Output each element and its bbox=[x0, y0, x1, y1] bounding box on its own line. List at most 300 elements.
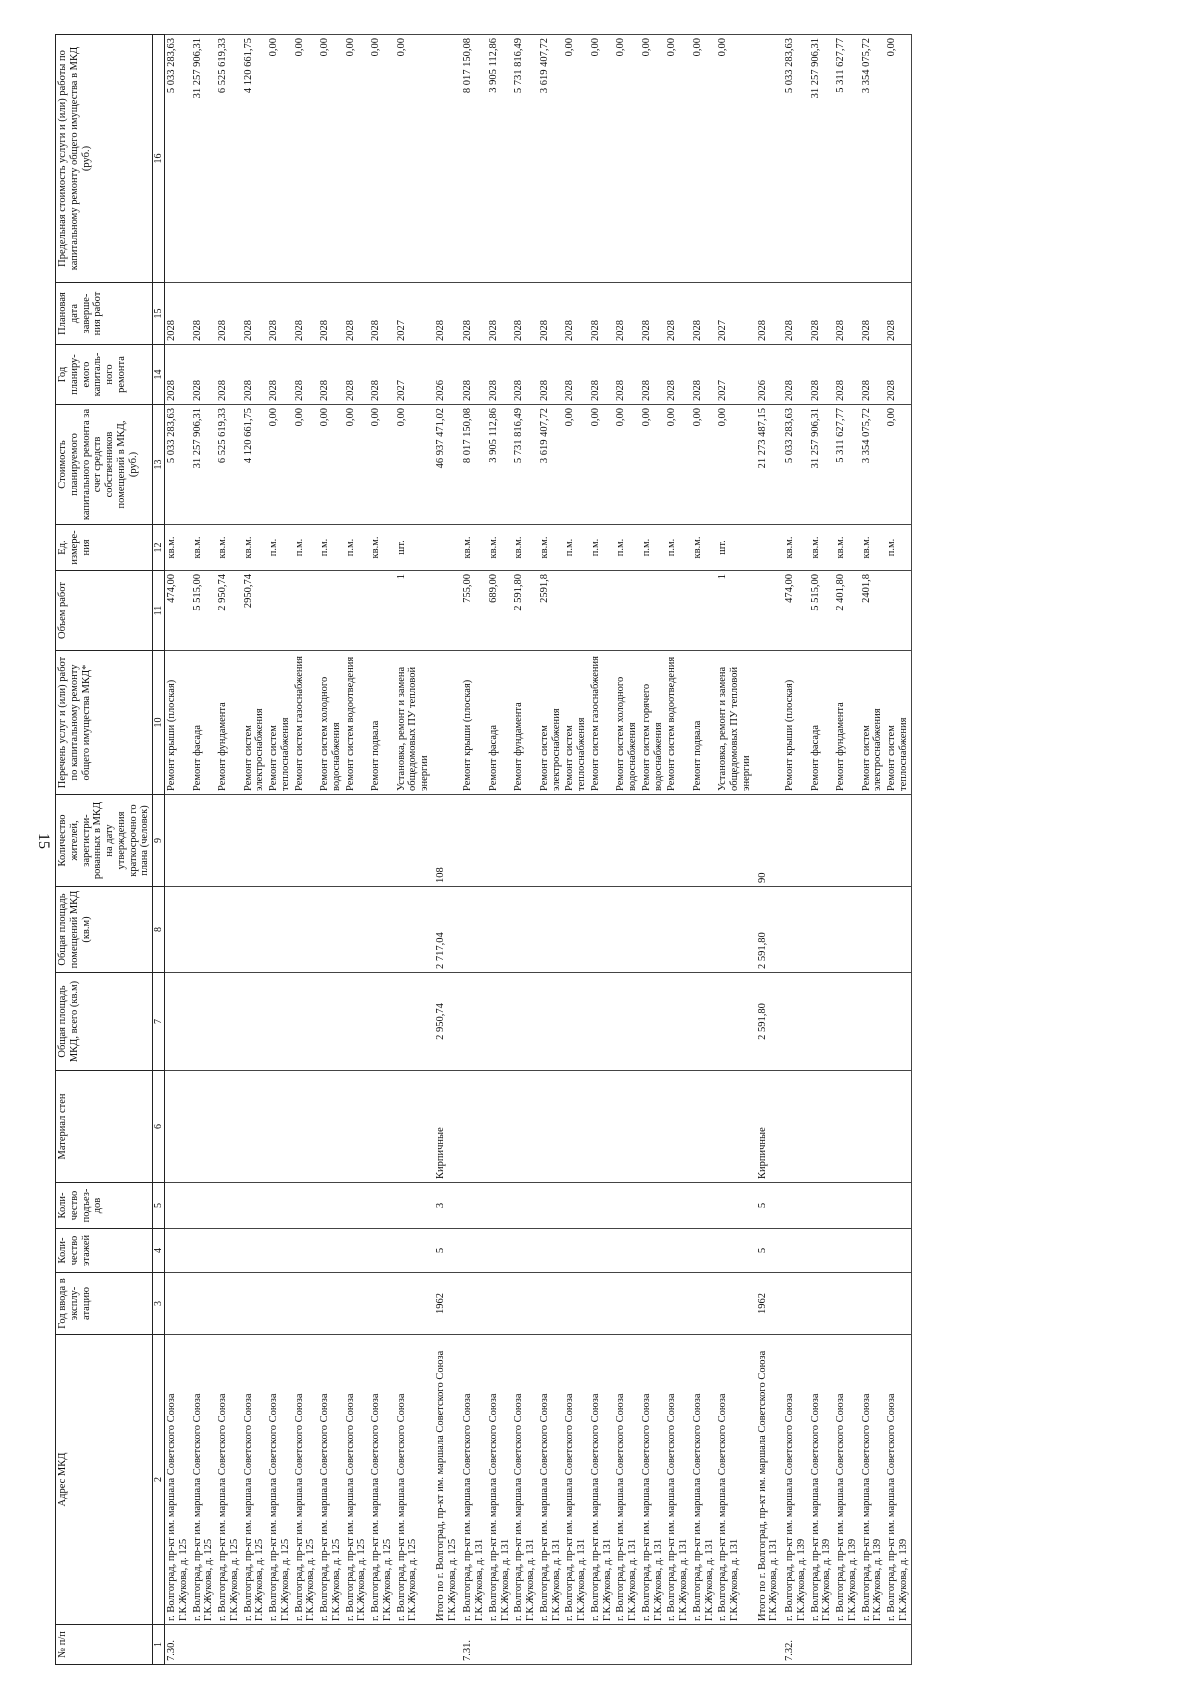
cell-n bbox=[216, 1625, 242, 1665]
cell-addr: г. Волгоград, пр-кт им. маршала Советского Союза Г.К.Жукова, д. 125 bbox=[216, 1335, 242, 1625]
cell-end: 2028 bbox=[538, 283, 564, 345]
cell-cost: 0,00 bbox=[665, 405, 691, 525]
cell-empty bbox=[432, 525, 462, 571]
cell-year: 2028 bbox=[242, 345, 268, 405]
cell-empty bbox=[589, 887, 615, 973]
cell-empty bbox=[885, 1071, 911, 1183]
cell-empty bbox=[191, 887, 217, 973]
cell-cost: 31 257 906,31 bbox=[191, 405, 217, 525]
cell-n bbox=[369, 1625, 395, 1665]
cell-empty bbox=[640, 795, 666, 887]
cell-cost: 3 619 407,72 bbox=[538, 405, 564, 525]
cell-people: 90 bbox=[754, 795, 784, 887]
cell-cost: 5 311 627,77 bbox=[834, 405, 860, 525]
header-cell: Стоимость планируемого капитального ремонта за счет средств собственников помещений в МКД, (руб.) bbox=[56, 405, 153, 525]
cell-unit: кв.м. bbox=[783, 525, 809, 571]
cell-empty bbox=[716, 1229, 753, 1273]
cell-empty bbox=[512, 973, 538, 1071]
cell-limit: 4 120 661,75 bbox=[242, 35, 268, 283]
cell-empty bbox=[165, 1071, 191, 1183]
cell-cost: 0,00 bbox=[691, 405, 717, 525]
column-number: 9 bbox=[153, 795, 165, 887]
table-row bbox=[191, 35, 217, 1665]
cell-empty bbox=[216, 973, 242, 1071]
column-number: 3 bbox=[153, 1273, 165, 1335]
table-row bbox=[691, 35, 717, 1665]
cell-empty bbox=[783, 1183, 809, 1229]
cell-empty bbox=[860, 887, 886, 973]
cell-unit: шт. bbox=[716, 525, 753, 571]
cell-limit: 0,00 bbox=[691, 35, 717, 283]
cell-limit: 6 525 619,33 bbox=[216, 35, 242, 283]
cell-empty bbox=[318, 1071, 344, 1183]
cell-empty bbox=[395, 1229, 432, 1273]
cell-empty bbox=[461, 1071, 487, 1183]
cell-empty bbox=[640, 1071, 666, 1183]
cell-unit: п.м. bbox=[293, 525, 319, 571]
cell-empty bbox=[242, 795, 268, 887]
cell-empty bbox=[716, 1273, 753, 1335]
cell-empty bbox=[165, 795, 191, 887]
cell-empty bbox=[691, 1071, 717, 1183]
cell-end: 2028 bbox=[432, 283, 462, 345]
column-number-row bbox=[153, 35, 165, 1665]
cell-empty bbox=[885, 973, 911, 1071]
cell-addr: Итого по г. Волгоград, пр-кт им. маршала Советского Союза Г.К.Жукова, д. 125 bbox=[432, 1335, 462, 1625]
cell-walls: Кирпичные bbox=[432, 1071, 462, 1183]
cell-limit: 0,00 bbox=[293, 35, 319, 283]
cell-limit: 0,00 bbox=[589, 35, 615, 283]
cell-empty bbox=[640, 973, 666, 1071]
cell-empty bbox=[344, 887, 370, 973]
cell-n bbox=[512, 1625, 538, 1665]
cell-year: 2028 bbox=[344, 345, 370, 405]
cell-empty bbox=[242, 973, 268, 1071]
cell-empty bbox=[834, 1229, 860, 1273]
table-row bbox=[165, 35, 191, 1665]
cell-addr: Итого по г. Волгоград, пр-кт им. маршала Советского Союза Г.К.Жукова, д. 131 bbox=[754, 1335, 784, 1625]
cell-work: Ремонт крыши (плоская) bbox=[783, 651, 809, 795]
cell-end: 2028 bbox=[640, 283, 666, 345]
cell-end: 2028 bbox=[665, 283, 691, 345]
cell-addr: г. Волгоград, пр-кт им. маршала Советского Союза Г.К.Жукова, д. 131 bbox=[665, 1335, 691, 1625]
cell-n bbox=[293, 1625, 319, 1665]
cell-empty bbox=[563, 973, 589, 1071]
column-number: 2 bbox=[153, 1335, 165, 1625]
column-number: 8 bbox=[153, 887, 165, 973]
cell-empty bbox=[860, 973, 886, 1071]
cell-empty bbox=[809, 1273, 835, 1335]
cell-end: 2028 bbox=[860, 283, 886, 345]
cell-work: Ремонт крыши (плоская) bbox=[165, 651, 191, 795]
cell-addr: г. Волгоград, пр-кт им. маршала Советского Союза Г.К.Жукова, д. 125 bbox=[318, 1335, 344, 1625]
cell-n bbox=[191, 1625, 217, 1665]
cell-addr: г. Волгоград, пр-кт им. маршала Советского Союза Г.К.Жукова, д. 139 bbox=[834, 1335, 860, 1625]
cell-empty bbox=[809, 973, 835, 1071]
cell-empty bbox=[614, 1183, 640, 1229]
cell-empty bbox=[267, 1229, 293, 1273]
cell-work: Ремонт систем водоотведения bbox=[665, 651, 691, 795]
cell-empty bbox=[267, 795, 293, 887]
cell-empty bbox=[614, 1273, 640, 1335]
cell-empty bbox=[885, 1183, 911, 1229]
cell-addr: г. Волгоград, пр-кт им. маршала Советского Союза Г.К.Жукова, д. 125 bbox=[395, 1335, 432, 1625]
cell-work: Ремонт систем газоснабжения bbox=[293, 651, 319, 795]
cell-addr: г. Волгоград, пр-кт им. маршала Советского Союза Г.К.Жукова, д. 131 bbox=[589, 1335, 615, 1625]
cell-end: 2028 bbox=[293, 283, 319, 345]
column-number: 12 bbox=[153, 525, 165, 571]
cell-vol bbox=[267, 571, 293, 651]
cell-work: Ремонт подвала bbox=[369, 651, 395, 795]
cell-empty bbox=[809, 1229, 835, 1273]
cell-unit: п.м. bbox=[267, 525, 293, 571]
cell-empty bbox=[512, 887, 538, 973]
cell-unit: кв.м. bbox=[191, 525, 217, 571]
cell-empty bbox=[318, 887, 344, 973]
cell-work: Ремонт систем теплоснабжения bbox=[267, 651, 293, 795]
cell-empty bbox=[783, 973, 809, 1071]
cell-empty bbox=[716, 973, 753, 1071]
cell-end: 2028 bbox=[754, 283, 784, 345]
cell-empty bbox=[538, 1071, 564, 1183]
cell-built: 1962 bbox=[432, 1273, 462, 1335]
cell-n bbox=[691, 1625, 717, 1665]
cell-empty bbox=[589, 795, 615, 887]
cell-year: 2028 bbox=[563, 345, 589, 405]
cell-empty bbox=[344, 1183, 370, 1229]
cell-vol: 2 401,80 bbox=[834, 571, 860, 651]
cell-unit: п.м. bbox=[344, 525, 370, 571]
cell-vol: 5 515,00 bbox=[809, 571, 835, 651]
cell-end: 2028 bbox=[589, 283, 615, 345]
cell-empty bbox=[691, 1183, 717, 1229]
cell-vol: 689,00 bbox=[487, 571, 513, 651]
cell-people: 108 bbox=[432, 795, 462, 887]
cell-year: 2028 bbox=[461, 345, 487, 405]
cell-empty bbox=[691, 795, 717, 887]
cell-empty bbox=[461, 973, 487, 1071]
cell-work: Ремонт систем холодного водоснабжения bbox=[318, 651, 344, 795]
cell-empty bbox=[512, 1229, 538, 1273]
header-cell: Перечень услуг и (или) работ по капитальному ремонту общего имущества МКД* bbox=[56, 651, 153, 795]
cell-addr: г. Волгоград, пр-кт им. маршала Советского Союза Г.К.Жукова, д. 125 bbox=[191, 1335, 217, 1625]
cell-limit: 8 017 150,08 bbox=[461, 35, 487, 283]
cell-unit: кв.м. bbox=[538, 525, 564, 571]
cell-cost: 6 525 619,33 bbox=[216, 405, 242, 525]
cell-n bbox=[885, 1625, 911, 1665]
cell-n bbox=[563, 1625, 589, 1665]
page-number: 15 bbox=[35, 833, 52, 849]
cell-empty bbox=[395, 887, 432, 973]
cell-empty bbox=[834, 887, 860, 973]
cell-cost: 0,00 bbox=[344, 405, 370, 525]
cell-n bbox=[242, 1625, 268, 1665]
header-cell: Год ввода в эксплу-атацию bbox=[56, 1273, 153, 1335]
cell-vol: 755,00 bbox=[461, 571, 487, 651]
cell-addr: г. Волгоград, пр-кт им. маршала Советского Союза Г.К.Жукова, д. 131 bbox=[512, 1335, 538, 1625]
cell-empty bbox=[809, 887, 835, 973]
cell-addr: г. Волгоград, пр-кт им. маршала Советского Союза Г.К.Жукова, д. 131 bbox=[487, 1335, 513, 1625]
cell-end: 2028 bbox=[267, 283, 293, 345]
cell-empty bbox=[885, 1229, 911, 1273]
cell-empty bbox=[809, 1183, 835, 1229]
cell-empty bbox=[432, 35, 462, 283]
cell-year: 2028 bbox=[267, 345, 293, 405]
cell-work: Ремонт крыши (плоская) bbox=[461, 651, 487, 795]
cell-work: Ремонт систем электроснабжения bbox=[242, 651, 268, 795]
cell-limit: 31 257 906,31 bbox=[191, 35, 217, 283]
header-cell: Материал стен bbox=[56, 1071, 153, 1183]
cell-empty bbox=[344, 795, 370, 887]
cell-empty bbox=[563, 1273, 589, 1335]
cell-unit: кв.м. bbox=[242, 525, 268, 571]
cell-empty bbox=[293, 1273, 319, 1335]
cell-vol bbox=[614, 571, 640, 651]
table-row bbox=[665, 35, 691, 1665]
cell-floors: 5 bbox=[432, 1229, 462, 1273]
header-cell: Плановая дата заверше-ния работ bbox=[56, 283, 153, 345]
cell-empty bbox=[293, 1229, 319, 1273]
cell-unit: кв.м. bbox=[691, 525, 717, 571]
cell-empty bbox=[665, 1229, 691, 1273]
table-total-row bbox=[432, 35, 462, 1665]
cell-limit: 0,00 bbox=[369, 35, 395, 283]
cell-cost: 0,00 bbox=[369, 405, 395, 525]
cell-addr: г. Волгоград, пр-кт им. маршала Советского Союза Г.К.Жукова, д. 125 bbox=[293, 1335, 319, 1625]
cell-empty bbox=[165, 887, 191, 973]
cell-end: 2028 bbox=[461, 283, 487, 345]
cell-area: 2 591,80 bbox=[754, 973, 784, 1071]
cell-empty bbox=[487, 1229, 513, 1273]
cell-end: 2028 bbox=[563, 283, 589, 345]
cell-empty bbox=[487, 887, 513, 973]
table-row bbox=[640, 35, 666, 1665]
cell-empty bbox=[293, 795, 319, 887]
cell-addr: г. Волгоград, пр-кт им. маршала Советского Союза Г.К.Жукова, д. 131 bbox=[640, 1335, 666, 1625]
cell-n bbox=[589, 1625, 615, 1665]
cell-empty bbox=[432, 571, 462, 651]
cell-cost: 5 033 283,63 bbox=[165, 405, 191, 525]
cell-empty bbox=[691, 1273, 717, 1335]
cell-empty bbox=[267, 973, 293, 1071]
cell-unit: п.м. bbox=[614, 525, 640, 571]
cell-vol bbox=[293, 571, 319, 651]
cell-empty bbox=[589, 1273, 615, 1335]
cell-cost: 5 033 283,63 bbox=[783, 405, 809, 525]
cell-empty bbox=[538, 1273, 564, 1335]
cell-empty bbox=[242, 887, 268, 973]
table-row bbox=[783, 35, 809, 1665]
cell-empty bbox=[487, 1273, 513, 1335]
cell-year: 2028 bbox=[538, 345, 564, 405]
cell-area: 2 950,74 bbox=[432, 973, 462, 1071]
cell-empty bbox=[614, 1229, 640, 1273]
cell-vol: 2401,8 bbox=[860, 571, 886, 651]
table-body bbox=[165, 35, 912, 1665]
cell-vol: 474,00 bbox=[165, 571, 191, 651]
table-row bbox=[487, 35, 513, 1665]
cell-empty bbox=[860, 795, 886, 887]
cell-empty bbox=[783, 887, 809, 973]
table-row bbox=[242, 35, 268, 1665]
table-row bbox=[512, 35, 538, 1665]
cell-cost: 0,00 bbox=[614, 405, 640, 525]
cell-cost: 0,00 bbox=[640, 405, 666, 525]
cell-empty bbox=[293, 973, 319, 1071]
cell-cost: 8 017 150,08 bbox=[461, 405, 487, 525]
cell-work: Ремонт фундамента bbox=[216, 651, 242, 795]
cell-empty bbox=[487, 1183, 513, 1229]
cell-work: Ремонт фасада bbox=[191, 651, 217, 795]
cell-empty bbox=[834, 1071, 860, 1183]
cell-addr: г. Волгоград, пр-кт им. маршала Советского Союза Г.К.Жукова, д. 131 bbox=[538, 1335, 564, 1625]
cell-limit: 0,00 bbox=[563, 35, 589, 283]
column-number: 6 bbox=[153, 1071, 165, 1183]
cell-empty bbox=[665, 887, 691, 973]
column-number: 7 bbox=[153, 973, 165, 1071]
table-row bbox=[293, 35, 319, 1665]
cell-n bbox=[809, 1625, 835, 1665]
header-cell: Предельная стоимость услуги и (или) работы по капитальному ремонту общего имущества в МКД (руб.) bbox=[56, 35, 153, 283]
cell-empty bbox=[589, 1071, 615, 1183]
cell-limit: 0,00 bbox=[267, 35, 293, 283]
cell-limit: 0,00 bbox=[395, 35, 432, 283]
cell-empty bbox=[783, 1273, 809, 1335]
cell-unit: п.м. bbox=[563, 525, 589, 571]
cell-empty bbox=[487, 1071, 513, 1183]
cell-empty bbox=[369, 887, 395, 973]
cell-cost: 4 120 661,75 bbox=[242, 405, 268, 525]
cell-addr: г. Волгоград, пр-кт им. маршала Советского Союза Г.К.Жукова, д. 139 bbox=[783, 1335, 809, 1625]
cell-work: Ремонт фундамента bbox=[834, 651, 860, 795]
capital-repair-table bbox=[55, 34, 912, 1665]
cell-cost: 5 731 816,49 bbox=[512, 405, 538, 525]
cell-empty bbox=[512, 795, 538, 887]
cell-empty bbox=[563, 1229, 589, 1273]
column-number: 10 bbox=[153, 651, 165, 795]
cell-empty bbox=[589, 1183, 615, 1229]
cell-year: 2027 bbox=[395, 345, 432, 405]
header-cell: Общая площадь помещений МКД (кв.м) bbox=[56, 887, 153, 973]
cell-work: Установка, ремонт и замена общедомовых ПУ тепловой энергии bbox=[716, 651, 753, 795]
cell-empty bbox=[216, 1183, 242, 1229]
cell-empty bbox=[563, 887, 589, 973]
cell-empty bbox=[665, 795, 691, 887]
cell-n bbox=[432, 1625, 462, 1665]
cell-empty bbox=[369, 795, 395, 887]
cell-vol bbox=[665, 571, 691, 651]
table-row bbox=[369, 35, 395, 1665]
cell-empty bbox=[691, 887, 717, 973]
cell-end: 2028 bbox=[318, 283, 344, 345]
cell-limit: 0,00 bbox=[665, 35, 691, 283]
cell-cost: 0,00 bbox=[318, 405, 344, 525]
cell-empty bbox=[461, 795, 487, 887]
cell-year: 2028 bbox=[640, 345, 666, 405]
cell-limit: 5 311 627,77 bbox=[834, 35, 860, 283]
cell-end: 2028 bbox=[834, 283, 860, 345]
table-row bbox=[614, 35, 640, 1665]
table-row bbox=[563, 35, 589, 1665]
cell-year: 2027 bbox=[716, 345, 753, 405]
cell-vol: 2 591,80 bbox=[512, 571, 538, 651]
cell-year: 2028 bbox=[665, 345, 691, 405]
cell-unit: п.м. bbox=[665, 525, 691, 571]
cell-empty bbox=[344, 1229, 370, 1273]
cell-n bbox=[860, 1625, 886, 1665]
cell-empty bbox=[512, 1273, 538, 1335]
cell-vol: 1 bbox=[716, 571, 753, 651]
table-row bbox=[809, 35, 835, 1665]
cell-year: 2028 bbox=[369, 345, 395, 405]
cell-addr: г. Волгоград, пр-кт им. маршала Советского Союза Г.К.Жукова, д. 125 bbox=[369, 1335, 395, 1625]
cell-year: 2028 bbox=[165, 345, 191, 405]
cell-cost: 0,00 bbox=[395, 405, 432, 525]
cell-empty bbox=[754, 571, 784, 651]
cell-empty bbox=[783, 1071, 809, 1183]
cell-unit: кв.м. bbox=[487, 525, 513, 571]
cell-empty bbox=[395, 1273, 432, 1335]
cell-vol bbox=[640, 571, 666, 651]
header-cell: № п/п bbox=[56, 1625, 153, 1665]
cell-work: Установка, ремонт и замена общедомовых ПУ тепловой энергии bbox=[395, 651, 432, 795]
cell-empty bbox=[216, 1071, 242, 1183]
cell-limit: 3 905 112,86 bbox=[487, 35, 513, 283]
cell-empty bbox=[242, 1183, 268, 1229]
cell-end: 2028 bbox=[614, 283, 640, 345]
cell-addr: г. Волгоград, пр-кт им. маршала Советского Союза Г.К.Жукова, д. 131 bbox=[461, 1335, 487, 1625]
cell-end: 2027 bbox=[716, 283, 753, 345]
cell-empty bbox=[395, 1071, 432, 1183]
cell-empty bbox=[395, 1183, 432, 1229]
cell-empty bbox=[344, 1071, 370, 1183]
cell-end: 2027 bbox=[395, 283, 432, 345]
cell-empty bbox=[191, 1229, 217, 1273]
cell-empty bbox=[665, 1183, 691, 1229]
cell-work: Ремонт фасада bbox=[809, 651, 835, 795]
cell-work: Ремонт систем электроснабжения bbox=[538, 651, 564, 795]
cell-unit: кв.м. bbox=[809, 525, 835, 571]
cell-empty bbox=[809, 795, 835, 887]
cell-vol: 2 950,74 bbox=[216, 571, 242, 651]
cell-work: Ремонт систем горячего водоснабжения bbox=[640, 651, 666, 795]
cell-empty bbox=[512, 1183, 538, 1229]
cell-n bbox=[318, 1625, 344, 1665]
cell-cost: 31 257 906,31 bbox=[809, 405, 835, 525]
cell-walls: Кирпичные bbox=[754, 1071, 784, 1183]
table-row bbox=[589, 35, 615, 1665]
cell-empty bbox=[369, 1183, 395, 1229]
cell-limit: 5 731 816,49 bbox=[512, 35, 538, 283]
cell-end: 2028 bbox=[344, 283, 370, 345]
cell-cost: 0,00 bbox=[267, 405, 293, 525]
cell-work: Ремонт систем теплоснабжения bbox=[885, 651, 911, 795]
cell-addr: г. Волгоград, пр-кт им. маршала Советского Союза Г.К.Жукова, д. 125 bbox=[267, 1335, 293, 1625]
column-number: 1 bbox=[153, 1625, 165, 1665]
cell-end: 2028 bbox=[809, 283, 835, 345]
header-cell: Общая площадь МКД, всего (кв.м) bbox=[56, 973, 153, 1071]
cell-empty bbox=[885, 795, 911, 887]
cell-empty bbox=[293, 1183, 319, 1229]
cell-year: 2028 bbox=[614, 345, 640, 405]
cell-addr: г. Волгоград, пр-кт им. маршала Советского Союза Г.К.Жукова, д. 131 bbox=[691, 1335, 717, 1625]
cell-year: 2028 bbox=[783, 345, 809, 405]
cell-addr: г. Волгоград, пр-кт им. маршала Советского Союза Г.К.Жукова, д. 139 bbox=[860, 1335, 886, 1625]
cell-addr: г. Волгоград, пр-кт им. маршала Советского Союза Г.К.Жукова, д. 131 bbox=[716, 1335, 753, 1625]
cell-limit: 3 619 407,72 bbox=[538, 35, 564, 283]
cell-unit: п.м. bbox=[640, 525, 666, 571]
cell-year: 2028 bbox=[318, 345, 344, 405]
